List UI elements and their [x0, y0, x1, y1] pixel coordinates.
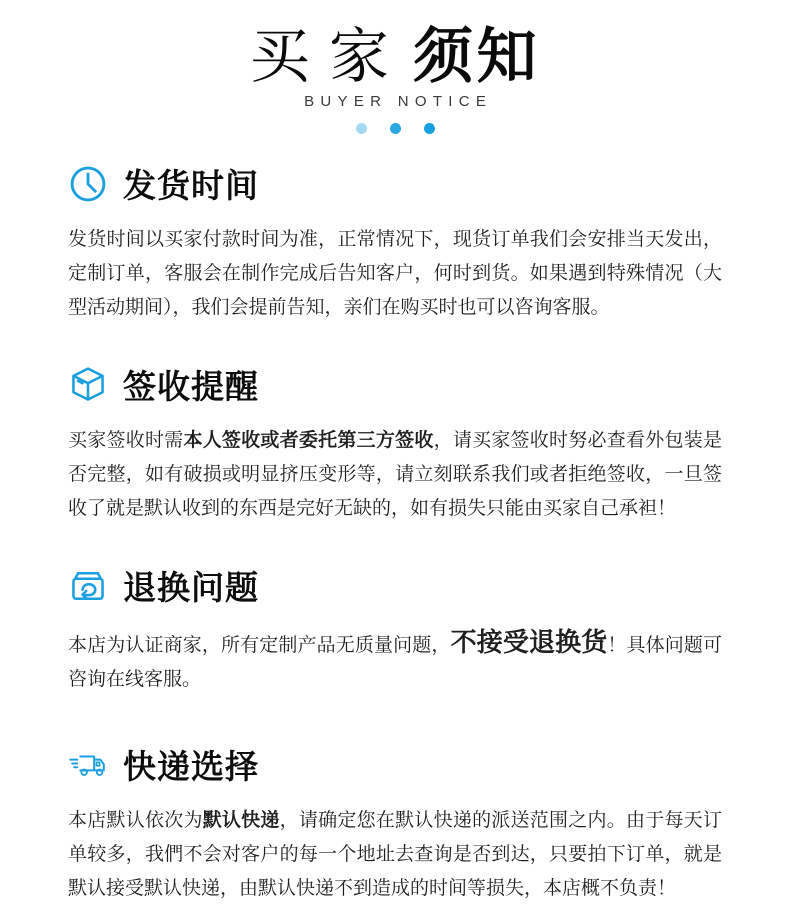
text-run: 本店默认依次为 — [68, 810, 203, 831]
section-shipping-time-header — [68, 160, 722, 207]
section-express-choice — [68, 741, 722, 906]
truck-icon — [68, 745, 108, 785]
section-heading: 发货时间 — [123, 167, 259, 204]
text-run: 默认快递 — [202, 810, 280, 831]
section-express-choice-header — [68, 741, 722, 788]
section-sign-reminder-header — [68, 361, 722, 408]
page-title — [0, 22, 790, 91]
section-heading: 快递选择 — [123, 748, 259, 785]
return-box-icon — [68, 566, 108, 606]
section-return-issue — [68, 562, 722, 697]
text-run: 买家签收时需 — [68, 430, 184, 451]
page-title-light: 买家 — [249, 23, 409, 90]
text-run: 不接受退换货 — [450, 627, 608, 657]
section-body — [68, 424, 722, 526]
dot-icon — [424, 123, 435, 134]
clock-icon — [68, 164, 108, 204]
section-sign-reminder — [68, 361, 722, 526]
section-heading: 退换问题 — [123, 569, 259, 606]
text-run: ，请确定您在默认快递的派送范围之内。由于每天订单较多，我們不会对客户的每一个地址去查询是否到达，只要拍下订单，就是默认接受默认快递，由默认快递不到造成的时间等损失，本店概不负责！ — [68, 810, 722, 899]
notice-content — [0, 160, 790, 906]
dot-icon — [390, 123, 401, 134]
section-shipping-time — [68, 160, 722, 325]
section-body — [68, 625, 722, 697]
section-body — [68, 223, 722, 325]
text-run: ！具体问题可咨询在线客服。 — [68, 635, 722, 690]
dot-icon — [356, 123, 367, 134]
page-subtitle: BUYER NOTICE — [304, 93, 493, 110]
section-return-issue-header — [68, 562, 722, 609]
text-run: 本人签收或者委托第三方签收 — [183, 430, 434, 451]
section-heading: 签收提醒 — [123, 368, 259, 405]
package-icon — [68, 365, 108, 405]
text-run: ，请买家签收时努必查看外包装是否完整，如有破损或明显挤压变形等，请立刻联系我们或者拒绝签收，一旦签收了就是默认收到的东西是完好无缺的，如有损失只能由买家自己承袒！ — [68, 430, 722, 519]
text-run: 本店为认证商家，所有定制产品无质量问题， — [68, 635, 451, 656]
text-run: 发货时间以买家付款时间为准，正常情况下，现货订单我们会安排当天发出，定制订单，客服会在制作完成后告知客户，何时到货。如果遇到特殊情况（大型活动期间），我们会提前告知，亲们在购买时也可以咨询客服。 — [68, 229, 722, 318]
page-header — [0, 0, 790, 134]
section-body — [68, 804, 722, 906]
page-title-bold: 须知 — [413, 23, 541, 90]
decorative-dots — [0, 123, 790, 134]
